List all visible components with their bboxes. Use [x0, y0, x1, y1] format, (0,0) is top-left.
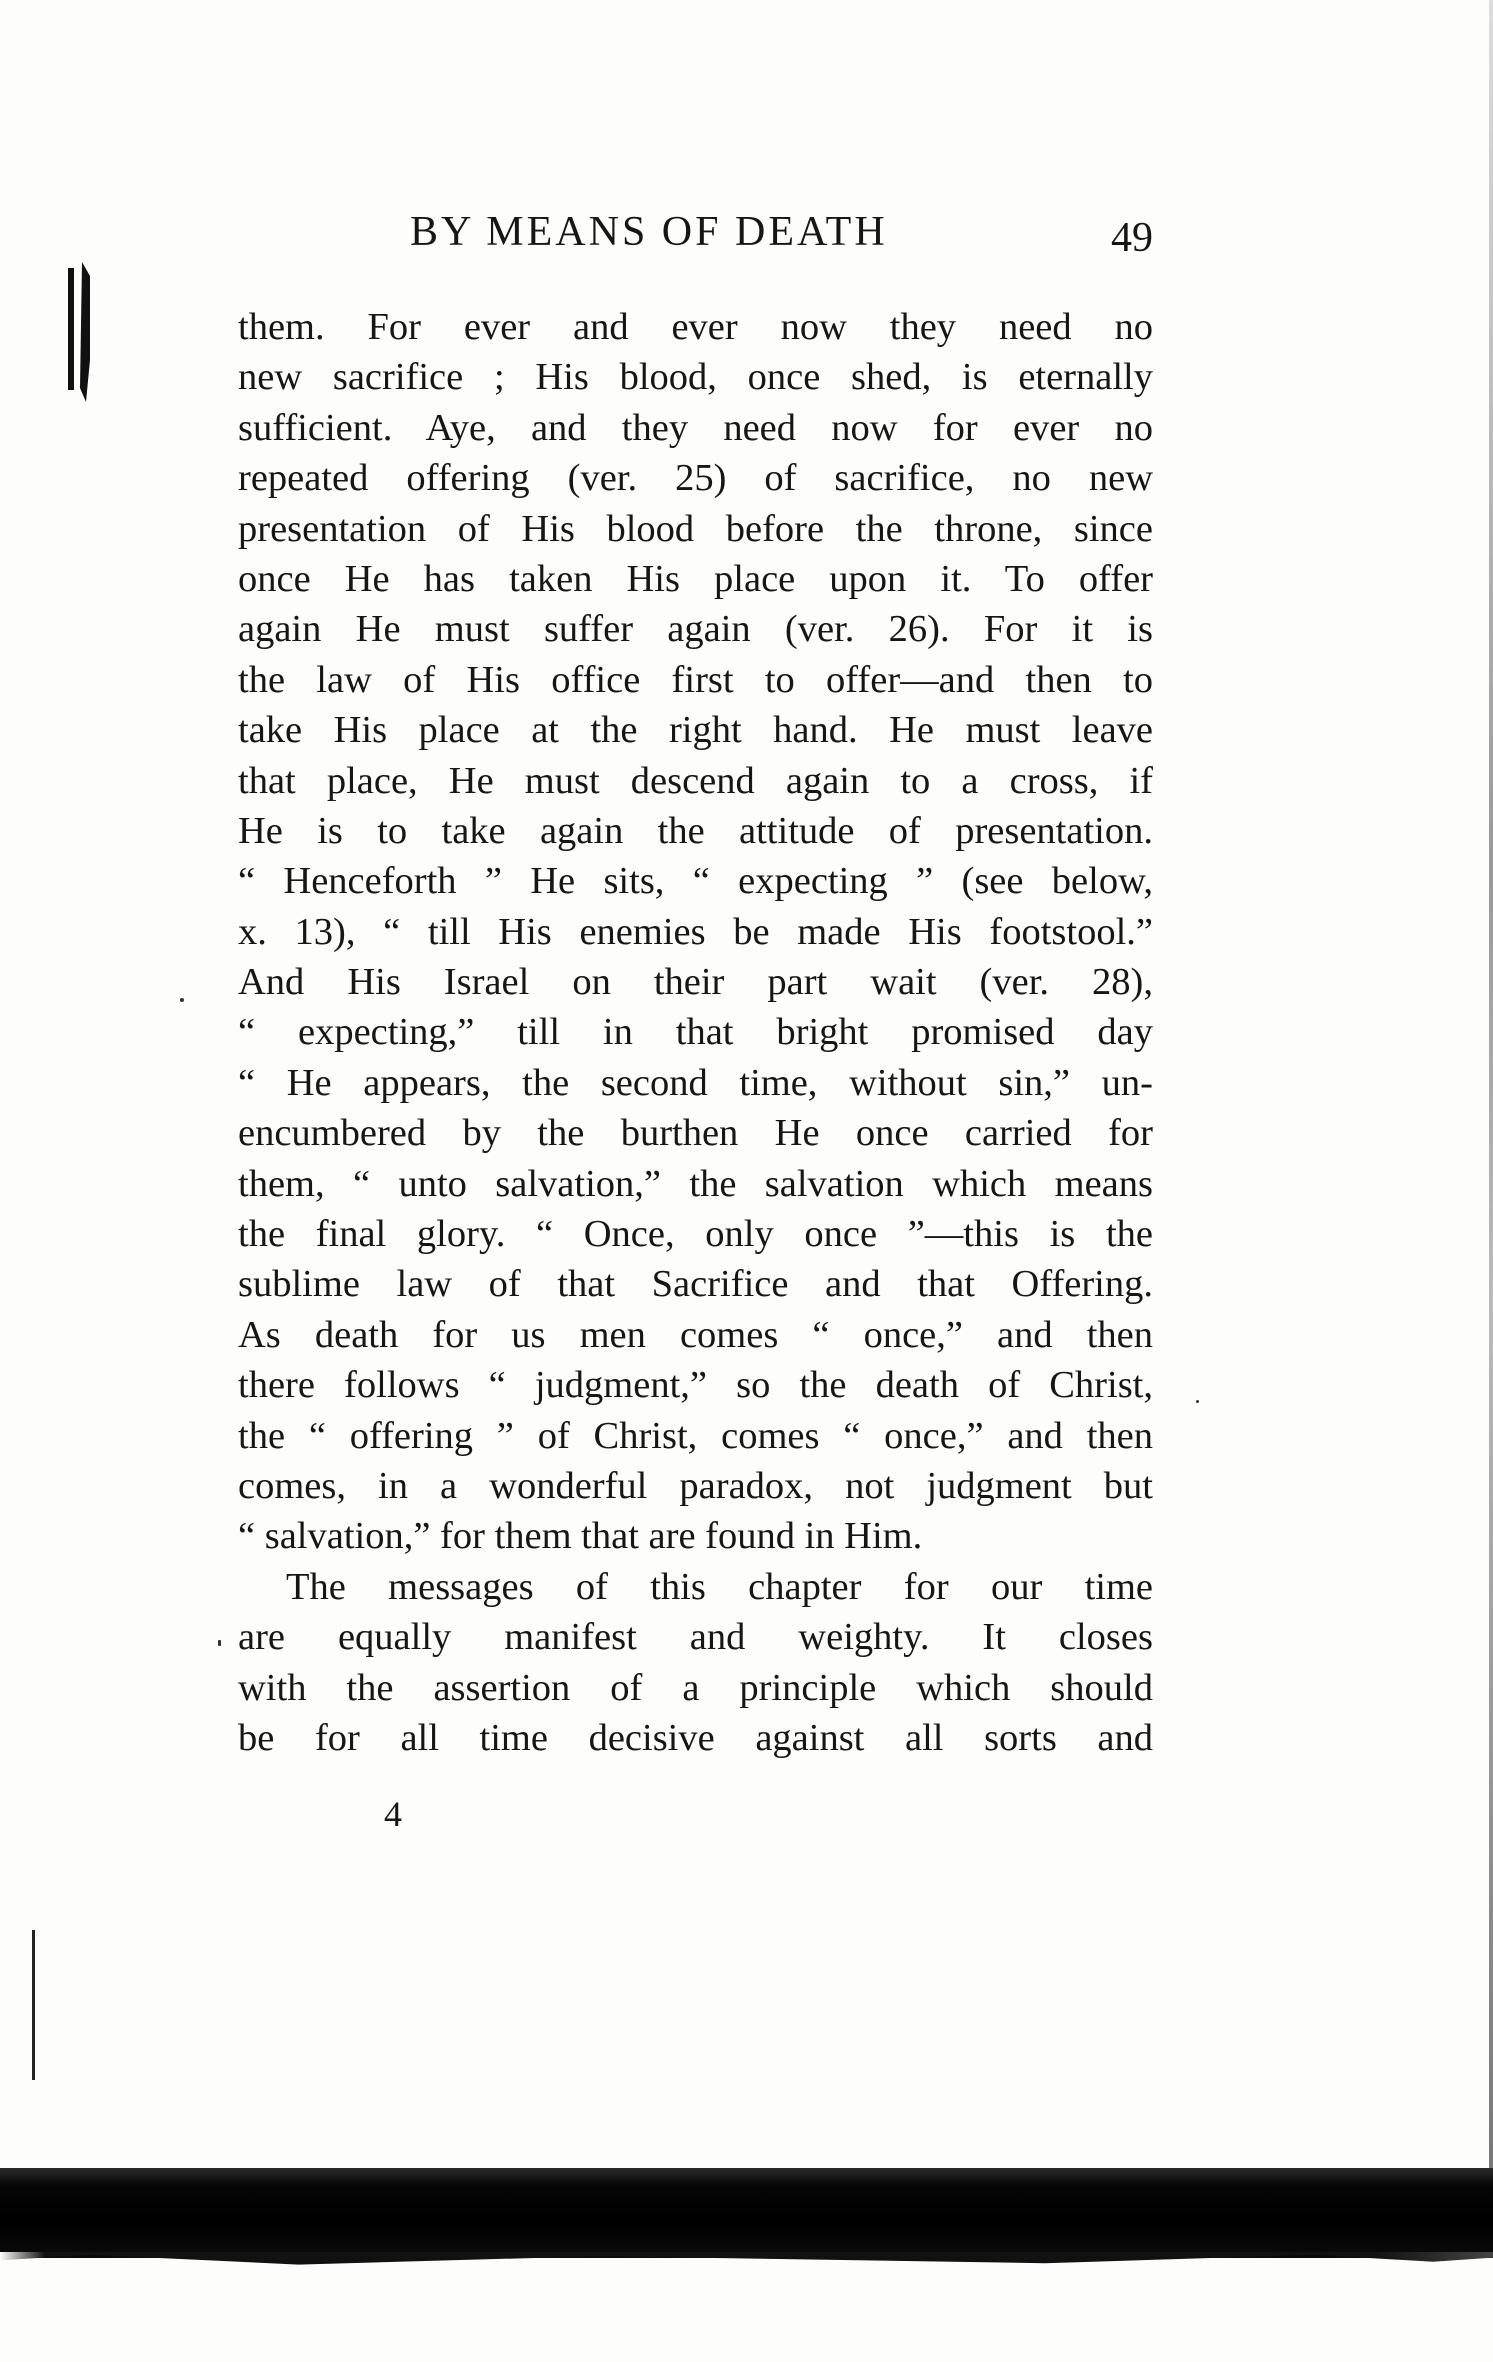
text-line: once He has taken His place upon it. To offer [238, 557, 1153, 600]
text-line: presentation of His blood before the throne, since [238, 507, 1153, 550]
text-line: take His place at the right hand. He must leave [238, 709, 1153, 752]
text-line: the final glory. “ Once, only once ”—this is the [238, 1213, 1153, 1256]
scan-speck [1196, 1400, 1199, 1403]
text-line: comes, in a wonderful paradox, not judgment but [238, 1464, 1153, 1507]
text-line: encumbered by the burthen He once carried for [238, 1112, 1153, 1155]
text-line: new sacrifice ; His blood, once shed, is eternally [238, 356, 1153, 399]
scan-stripe-edge [0, 2252, 1493, 2266]
text-line: sublime law of that Sacrifice and that Offering. [238, 1263, 1153, 1306]
text-line: “ salvation,” for them that are found in Him. [238, 1515, 923, 1558]
scan-mark-left-3 [32, 1930, 35, 2080]
text-line: be for all time decisive against all sorts and [238, 1716, 1153, 1759]
text-line: the “ offering ” of Christ, comes “ once,” and then [238, 1414, 1153, 1457]
body-text [238, 302, 1153, 1763]
paragraph-start-line: The messages of this chapter for our time [286, 1565, 1153, 1608]
text-line: there follows “ judgment,” so the death of Christ, [238, 1364, 1153, 1407]
text-line: “ expecting,” till in that bright promised day [238, 1011, 1153, 1054]
text-line: with the assertion of a principle which should [238, 1666, 1153, 1709]
text-line: them. For ever and ever now they need no [238, 306, 1153, 348]
text-line: that place, He must descend again to a cross, if [238, 759, 1153, 802]
page-header [238, 208, 1153, 268]
text-line: repeated offering (ver. 25) of sacrifice, no new [238, 457, 1153, 500]
page-number: 49 [1111, 215, 1153, 261]
scan-right-edge [1489, 0, 1493, 2168]
text-line: them, “ unto salvation,” the salvation which means [238, 1162, 1153, 1205]
text-line: again He must suffer again (ver. 26). For it is [238, 608, 1153, 651]
text-line: “ He appears, the second time, without sin,” un- [238, 1061, 1153, 1104]
scan-mark-left-1 [68, 268, 74, 390]
text-line: As death for us men comes “ once,” and then [238, 1313, 1153, 1356]
running-head: BY MEANS OF DEATH [410, 209, 888, 255]
text-line: “ Henceforth ” He sits, “ expecting ” (see below, [238, 860, 1153, 903]
text-line: the law of His office first to offer—and then to [238, 658, 1153, 701]
text-line: And His Israel on their part wait (ver. 28), [238, 961, 1153, 1004]
text-line: are equally manifest and weighty. It closes [238, 1616, 1153, 1659]
signature-mark: 4 [384, 1794, 402, 1834]
scan-mark-left-2 [80, 262, 90, 402]
scan-speck [180, 998, 184, 1002]
text-line: sufficient. Aye, and they need now for ever no [238, 406, 1153, 449]
scan-dark-stripe [0, 2168, 1493, 2258]
text-line: x. 13), “ till His enemies be made His footstool.” [238, 910, 1153, 953]
scan-speck [218, 1640, 221, 1646]
text-line: He is to take again the attitude of presentation. [238, 809, 1153, 852]
scan-bottom-band [0, 2168, 1493, 2362]
